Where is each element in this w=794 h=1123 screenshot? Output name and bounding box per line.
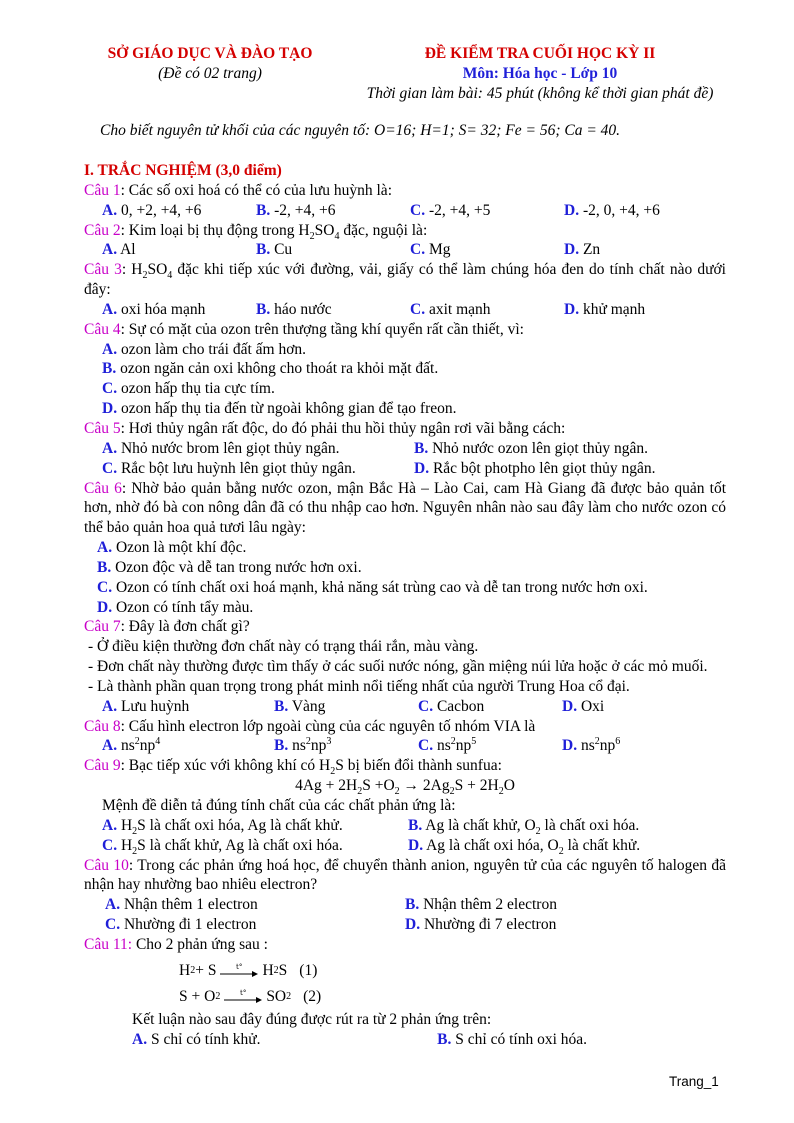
- options-row: [84, 736, 726, 756]
- heat-arrow-icon: [223, 988, 263, 1002]
- section-title: I. TRẮC NGHIỆM (3,0 điểm): [84, 162, 282, 179]
- header-left: [80, 44, 340, 84]
- atomic-mass-note: Cho biết nguyên tử khối của các nguyên tố: O=16; H=1; S= 32; Fe = 56; Ca = 40.: [100, 122, 621, 139]
- option-d[interactable]: D. Ozon có tính tẩy màu.: [97, 598, 254, 616]
- page-number: Trang_1: [669, 1074, 719, 1089]
- option-c[interactable]: C. axit mạnh: [410, 300, 491, 318]
- question-9: Câu 9: Bạc tiếp xúc với không khí có $H_2S$ bị biến đổi thành sunfua:: [84, 757, 502, 778]
- option-c[interactable]: C. $ns^2np^5$: [418, 736, 477, 755]
- options-row: [84, 1030, 726, 1050]
- question-label: Câu 6: [84, 479, 122, 497]
- option-d[interactable]: D. -2, 0, +4, +6: [564, 201, 660, 219]
- question-label: Câu 4: [84, 320, 121, 338]
- question-1: [84, 181, 726, 201]
- option-a[interactable]: A. S chỉ có tính khử.: [132, 1030, 261, 1048]
- option-b[interactable]: B. -2, +4, +6: [256, 201, 336, 219]
- option-b[interactable]: B. háo nước: [256, 300, 332, 318]
- question-4: Câu 4: Sự có mặt của ozon trên thượng tầng khí quyển rất cần thiết, vì:: [84, 320, 524, 338]
- heat-label: t°: [240, 988, 247, 997]
- option-d[interactable]: D. Rắc bột photpho lên giọt thủy ngân.: [414, 459, 656, 477]
- question-label: Câu 1: [84, 181, 121, 199]
- option-a[interactable]: A. ozon làm cho trái đất ấm hơn.: [102, 340, 307, 358]
- option-a[interactable]: A. Nhỏ nước brom lên giọt thủy ngân.: [102, 439, 340, 457]
- time-line: Thời gian làm bài: 45 phút (không kể thời gian phát đề): [366, 85, 714, 102]
- option-b[interactable]: B. $ns^2np^3$: [274, 736, 332, 755]
- option-a[interactable]: A. Lưu huỳnh: [102, 697, 190, 715]
- option-c[interactable]: C. Nhường đi 1 electron: [105, 916, 257, 934]
- subject-line: Môn: Hóa học - Lớp 10: [462, 65, 618, 82]
- question-label: Câu 11:: [84, 935, 133, 953]
- clue-line: - Ở điều kiện thường đơn chất này có trạng thái rắn, màu vàng.: [88, 638, 479, 656]
- option-b[interactable]: B. Nhận thêm 2 electron: [405, 896, 557, 914]
- reaction-1: H 2 + S t° H 2 S (1): [179, 961, 318, 979]
- option-b[interactable]: B. Ag là chất khử, $O_2$ là chất oxi hóa.: [408, 816, 640, 837]
- option-c[interactable]: C. $H_2S$ là chất khử, Ag là chất oxi hóa.: [102, 836, 343, 857]
- question-label: Câu 9: [84, 757, 121, 775]
- option-d[interactable]: D. Zn: [564, 241, 601, 259]
- option-b[interactable]: B. S chỉ có tính oxi hóa.: [437, 1030, 588, 1048]
- option-c[interactable]: C. ozon hấp thụ tia cực tím.: [102, 380, 275, 398]
- option-c[interactable]: C. Rắc bột lưu huỳnh lên giọt thủy ngân.: [102, 459, 356, 477]
- statement: Mệnh đề diễn tả đúng tính chất của các chất phản ứng là:: [102, 797, 456, 814]
- question-label: Câu 5: [84, 419, 121, 437]
- clue-line: - Là thành phần quan trọng trong phát minh nổi tiếng nhất của người Trung Hoa cổ đại.: [88, 677, 630, 695]
- question-label: Câu 7: [84, 618, 121, 636]
- question-10: Câu 10: Trong các phản ứng hoá học, để chuyển thành anion, nguyên tử của các nguyên tố halogen đã nhận hay nhường bao nhiêu electron?: [84, 856, 727, 894]
- option-c[interactable]: C. Mg: [410, 241, 451, 259]
- question-8: Câu 8: Cấu hình electron lớp ngoài cùng của các nguyên tố nhóm VIA là: [84, 717, 536, 735]
- question-label: Câu 8: [84, 717, 121, 735]
- option-a[interactable]: A. $H_2S$ là chất oxi hóa, Ag là chất khử.: [102, 816, 343, 837]
- statement: Kết luận nào sau đây đúng được rút ra từ 2 phản ứng trên:: [132, 1010, 492, 1028]
- question-3: Câu 3: $H_2SO_4$ đặc khi tiếp xúc với đường, vải, giấy có thể làm chúng hóa đen do tính chất nào dưới đây:: [84, 261, 726, 299]
- heat-arrow-icon: [219, 962, 259, 976]
- question-11: Câu 11: Cho 2 phản ứng sau :: [84, 935, 268, 953]
- option-a[interactable]: A. 0, +2, +4, +6: [102, 201, 202, 219]
- option-c[interactable]: C. Ozon có tính chất oxi hoá mạnh, khả năng sát trùng cao và dễ tan trong nước hơn oxi.: [97, 578, 648, 596]
- option-d[interactable]: D. Oxi: [562, 697, 605, 715]
- question-5: Câu 5: Hơi thủy ngân rất độc, do đó phải thu hồi thủy ngân rơi vãi bằng cách:: [84, 419, 566, 437]
- question-7: Câu 7: Đây là đơn chất gì?: [84, 618, 250, 636]
- reaction-2: S + O 2 t° SO 2 (2): [179, 987, 322, 1005]
- question-2: Câu 2: Kim loại bị thụ động trong $H_2SO_4$ đặc, nguội là:: [84, 221, 428, 242]
- clue-line: - Đơn chất này thường được tìm thấy ở các suối nước nóng, gần miệng núi lửa hoặc ở các mỏ muối.: [88, 658, 708, 676]
- option-d[interactable]: D. Ag là chất oxi hóa, $O_2$ là chất khử.: [408, 836, 641, 857]
- option-b[interactable]: B. Cu: [256, 241, 293, 259]
- question-label: Câu 3: [84, 261, 122, 279]
- option-b[interactable]: B. Vàng: [274, 697, 326, 715]
- option-d[interactable]: D. $ns^2np^6$: [562, 736, 621, 755]
- question-label: Câu 2: [84, 221, 121, 239]
- option-a[interactable]: A. Nhận thêm 1 electron: [105, 896, 258, 914]
- header-right: [355, 44, 725, 104]
- reaction-equation: $4Ag + 2H_2S +O_2 \to 2Ag_2S + 2H_2O$: [295, 777, 515, 798]
- options-row: [84, 201, 726, 221]
- department-name: SỞ GIÁO DỤC VÀ ĐÀO TẠO: [107, 45, 313, 62]
- option-d[interactable]: D. khử mạnh: [564, 300, 646, 318]
- option-a[interactable]: A. $ns^2np^4$: [102, 736, 161, 755]
- heat-label: t°: [236, 962, 243, 971]
- options-row: [84, 697, 726, 717]
- option-d[interactable]: D. ozon hấp thụ tia đến từ ngoài không gian để tạo freon.: [102, 400, 457, 418]
- question-text: : Các số oxi hoá có thể có của lưu huỳnh là:: [120, 181, 392, 199]
- options-row: [84, 439, 726, 459]
- arrow-icon: →: [399, 777, 423, 795]
- options-row: [84, 836, 726, 856]
- options-row: [84, 915, 726, 935]
- options-row: [84, 459, 726, 479]
- page-count-note: (Đề có 02 trang): [158, 65, 262, 82]
- options-row: [84, 240, 726, 260]
- option-c[interactable]: C. -2, +4, +5: [410, 201, 491, 219]
- question-label: Câu 10: [84, 856, 129, 874]
- option-c[interactable]: C. Cacbon: [418, 697, 485, 715]
- question-6: Câu 6: Nhờ bảo quản bằng nước ozon, mận Bắc Hà – Lào Cai, cam Hà Giang đã được bảo quản tốt hơn, nhờ đó bà con nông dân đã có thu nhập cao hơn. Nguyên nhân nào sau đây làm cho nước ozon có thể bảo quản hoa quả tươi lâu ngày:: [84, 479, 727, 537]
- exam-title: ĐỀ KIỂM TRA CUỐI HỌC KỲ II: [424, 45, 656, 62]
- option-b[interactable]: B. ozon ngăn cản oxi không cho thoát ra khỏi mặt đất.: [102, 360, 439, 378]
- option-d[interactable]: D. Nhường đi 7 electron: [405, 916, 557, 934]
- options-row: [84, 895, 726, 915]
- options-row: [84, 300, 726, 320]
- options-row: [84, 816, 726, 836]
- exam-content: [84, 161, 726, 1049]
- option-a[interactable]: A. Al: [102, 241, 136, 259]
- option-a[interactable]: A. Ozon là một khí độc.: [97, 539, 247, 557]
- option-a[interactable]: A. oxi hóa mạnh: [102, 300, 206, 318]
- option-b[interactable]: B. Ozon độc và dễ tan trong nước hơn oxi.: [97, 558, 362, 576]
- option-b[interactable]: B. Nhỏ nước ozon lên giọt thủy ngân.: [414, 439, 649, 457]
